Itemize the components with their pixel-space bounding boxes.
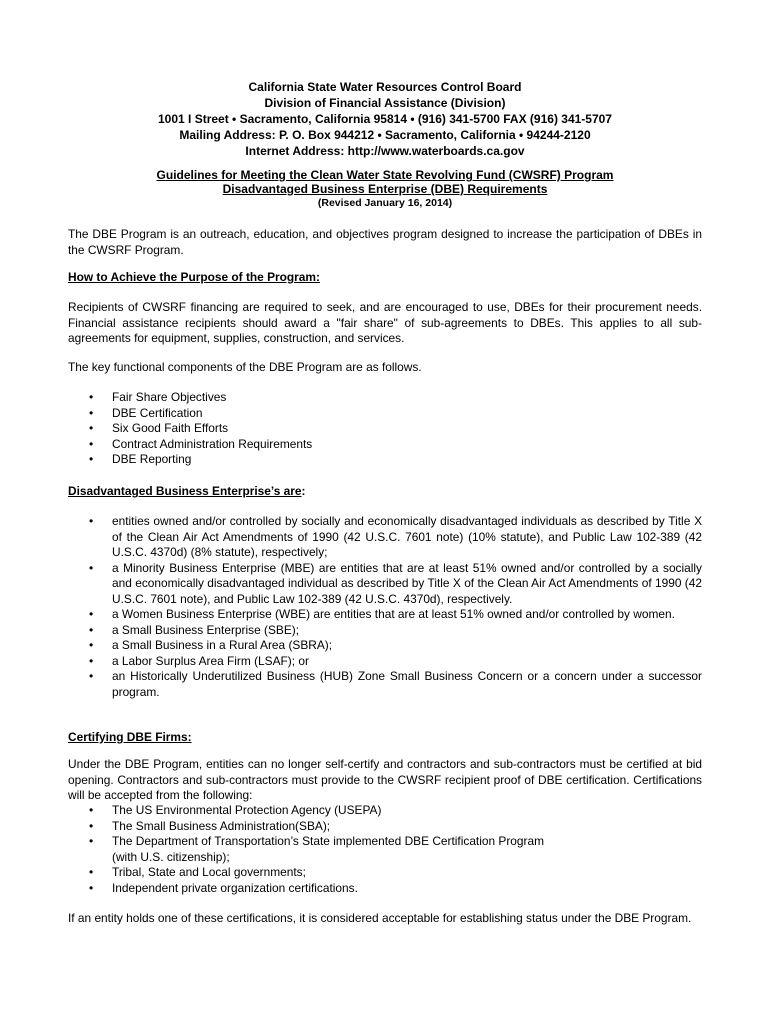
list-item: • Six Good Faith Efforts (88, 421, 388, 437)
title-line-2: Disadvantaged Business Enterprise (DBE) Requirements (222, 182, 548, 196)
key-components-paragraph: The key functional components of the DBE Program are as follows. (68, 360, 422, 374)
title-line-1: Guidelines for Meeting the Clean Water State Revolving Fund (CWSRF) Program (156, 168, 614, 182)
list-item (88, 834, 702, 865)
list-item: • DBE Reporting (88, 452, 388, 468)
mailing-address: Mailing Address: P. O. Box 944212 • Sacramento, California • 94244-2120 (179, 128, 591, 142)
list-item: • a Labor Surplus Area Firm (LSAF); or (88, 654, 702, 670)
list-item: • DBE Certification (88, 406, 388, 422)
list-item: • a Minority Business Enterprise (MBE) are entities that are at least 51% owned and/or controlled by a socially and economically disadvantaged individual as described by Title X of the Clean Air Act Amendments of 1990 (42 U.S.C. 7601 note), and Public Law 102-389 (42 U.S.C. 4370d), respectively. (88, 561, 702, 608)
list-item: • entities owned and/or controlled by socially and economically disadvantaged individuals as described by Title X of the Clean Air Act Amendments of 1990 (42 U.S.C. 7601 note) (10% statute), and Public Law 102-389 (42 U.S.C. 4370d) (8% statute), respectively; (88, 514, 702, 561)
dbe-definition-heading (68, 484, 305, 500)
certification-sources-list (88, 803, 702, 896)
how-to-achieve-heading: How to Achieve the Purpose of the Program: (68, 270, 320, 284)
dbe-definition-list (88, 514, 702, 700)
revision-date: (Revised January 16, 2014) (317, 197, 453, 209)
list-item-text: The Department of Transportation’s State implemented DBE Certification Program (112, 834, 545, 848)
how-to-achieve-paragraph: Recipients of CWSRF financing are required to seek, and are encouraged to use, DBEs for their procurement needs. Financial assistance recipients should award a "fair share" of sub-agreements to DBEs. This applies to all sub-agreements for equipment, supplies, construction, and services. (68, 300, 702, 345)
list-item: • Tribal, State and Local governments; (88, 865, 702, 881)
agency-name: California State Water Resources Control Board (248, 80, 522, 94)
street-address: 1001 I Street • Sacramento, California 95814 • (916) 341-5700 FAX (916) 341-5707 (158, 112, 612, 126)
dbe-heading-text: Disadvantaged Business Enterprise’s are (68, 484, 302, 498)
closing-paragraph: If an entity holds one of these certifications, it is considered acceptable for establishing status under the DBE Program. (68, 911, 692, 925)
list-item: • a Women Business Enterprise (WBE) are entities that are at least 51% owned and/or controlled by women. (88, 607, 702, 623)
list-item: • The Small Business Administration(SBA); (88, 819, 702, 835)
list-item: • The US Environmental Protection Agency (USEPA) (88, 803, 702, 819)
list-item: • a Small Business in a Rural Area (SBRA); (88, 638, 702, 654)
letterhead (68, 79, 702, 159)
division-name: Division of Financial Assistance (Division) (264, 96, 506, 110)
internet-address: Internet Address: http://www.waterboards.ca.gov (245, 144, 525, 158)
document-title (68, 168, 702, 210)
list-item: • a Small Business Enterprise (SBE); (88, 623, 702, 639)
certifying-heading: Certifying DBE Firms: (68, 730, 192, 744)
list-item: • an Historically Underutilized Business (HUB) Zone Small Business Concern or a concern under a successor program. (88, 669, 702, 700)
key-components-list (88, 390, 388, 468)
certifying-paragraph: Under the DBE Program, entities can no longer self-certify and contractors and sub-contractors must be certified at bid opening. Contractors and sub-contractors must provide to the CWSRF recipient proof of DBE certification. Certifications will be accepted from the following: (68, 757, 702, 802)
intro-paragraph: The DBE Program is an outreach, education, and objectives program designed to increase the participation of DBEs in the CWSRF Program. (68, 227, 702, 257)
dbe-heading-colon: : (301, 484, 306, 498)
list-item: • Contract Administration Requirements (88, 437, 388, 453)
list-item: • Independent private organization certifications. (88, 881, 702, 897)
list-item-continuation: (with U.S. citizenship); (112, 849, 230, 864)
list-item: • Fair Share Objectives (88, 390, 388, 406)
